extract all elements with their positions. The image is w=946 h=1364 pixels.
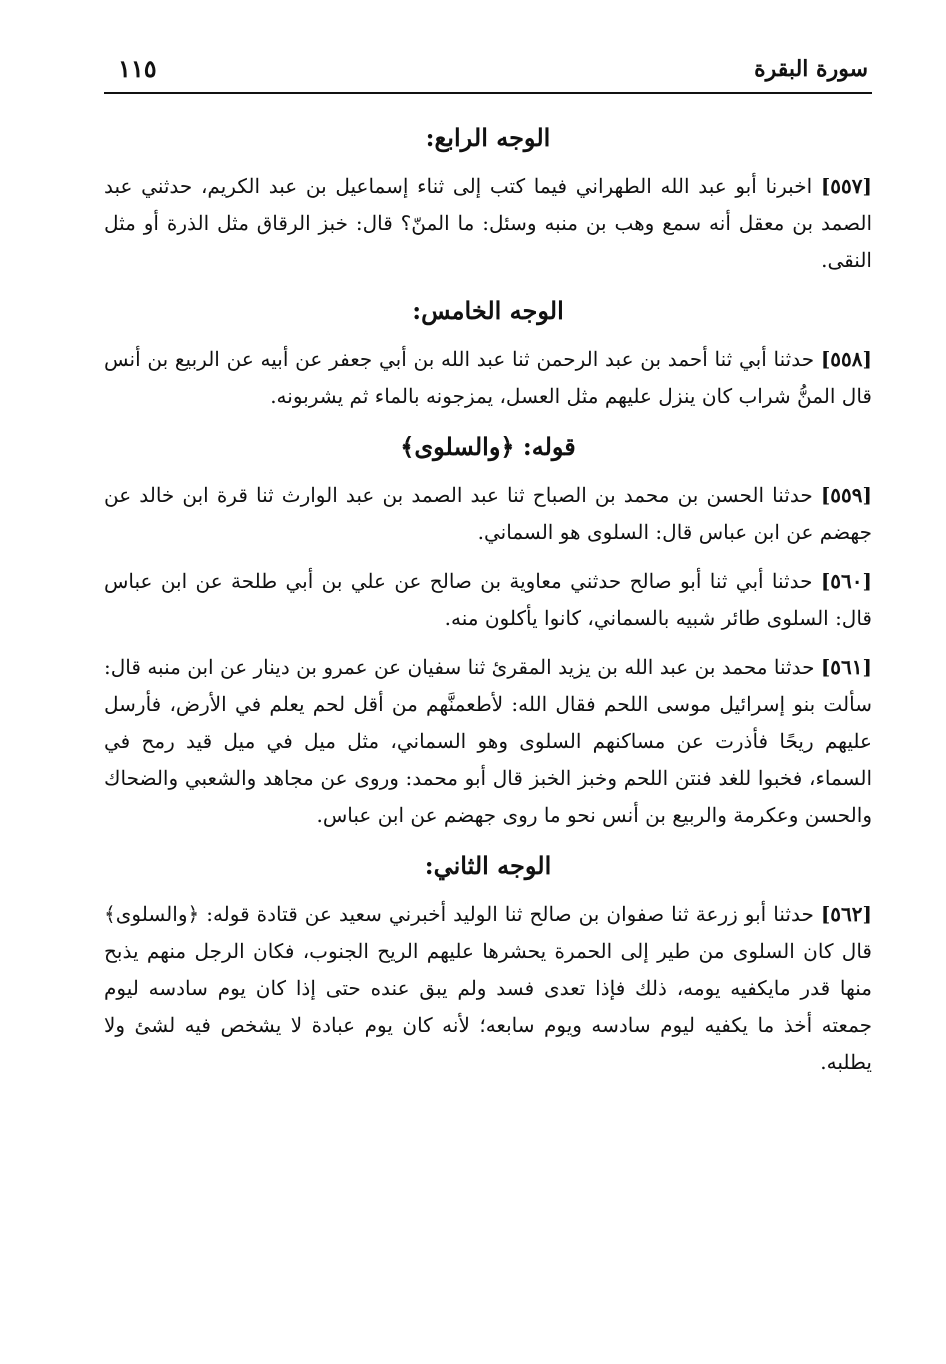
hadith-paragraph: [104, 896, 872, 1081]
hadith-text: حدثنا أبي ثنا أبو صالح حدثني معاوية بن صالح عن علي بن أبي طلحة عن ابن عباس قال: السلوى طائر شبيه بالسماني، كانوا يأكلون منه.: [104, 569, 872, 630]
hadith-paragraph: [104, 563, 872, 637]
section-heading: الوجه الثاني:: [424, 851, 552, 880]
hadith-paragraph: [104, 341, 872, 415]
hadith-number: [٥٦٢]: [820, 902, 872, 926]
hadith-text: حدثنا محمد بن عبد الله بن يزيد المقرئ ثنا سفيان عن عمرو بن دينار عن ابن منبه قال: سألت بنو إسرائيل موسى اللحم فقال الله: لأطعمنَّهم من أقل لحم يعلم في الأرض، فأرسل عليهم ريحًا فأذرت عن مساكنهم السلوى وهو السماني، مثل ميل في ميل قيد رمح في السماء، فخبوا للغد فنتن اللحم وخبز الخبز قال أبو محمد: وروى عن مجاهد والشعبي والضحاك والحسن وعكرمة والربيع بن أنس نحو ما روى جهضم عن ابن عباس.: [104, 655, 872, 827]
hadith-text: حدثنا أبو زرعة ثنا صفوان بن صالح ثنا الوليد أخبرني سعيد عن قتادة قوله: ﴿والسلوى﴾ قال كان السلوى من طير إلى الحمرة يحشرها عليهم الريح الجنوب، فكان الرجل منهم يذبح منها قدر مايكفيه يومه، ذلك فإذا تعدى فسد ولم يبق عنده حتى إذا كان يوم سادسه ليوم جمعته أخذ ما يكفيه ليوم سادسه ويوم سابعه؛ لأنه كان يوم عبادة لا يشخص فيه لشئ ولا يطلبه.: [104, 902, 872, 1074]
hadith-number: [٥٥٩]: [820, 483, 872, 507]
hadith-paragraph: [104, 168, 872, 279]
hadith-number: [٥٦١]: [820, 655, 872, 679]
hadith-paragraph: [104, 649, 872, 834]
page-content: [104, 110, 872, 1093]
hadith-text: اخبرنا أبو عبد الله الطهراني فيما كتب إلى ثناء إسماعيل بن عبد الكريم، حدثني عبد الصمد بن معقل أنه سمع وهب بن منبه وسئل: ما المنّ؟ قال: خبز الرقاق مثل الذرة أو مثل النقى.: [104, 174, 872, 272]
hadith-text: حدثنا أبي ثنا أحمد بن عبد الرحمن ثنا عبد الله بن أبي جعفر عن أبيه عن الربيع بن أنس قال المنُّ شراب كان ينزل عليهم مثل العسل، يمزجونه بالماء ثم يشربونه.: [104, 347, 872, 408]
section-heading: الوجه الرابع:: [425, 123, 551, 152]
page-number: ١١٥: [118, 54, 157, 83]
hadith-text: حدثنا الحسن بن محمد بن الصباح ثنا عبد الصمد بن عبد الوارث ثنا قرة ابن خالد عن جهضم عن ابن عباس قال: السلوى هو السماني.: [104, 483, 872, 544]
hadith-number: [٥٦٠]: [820, 569, 872, 593]
section-heading: الوجه الخامس:: [412, 296, 564, 325]
section-heading: قوله: ﴿والسلوى﴾: [400, 432, 576, 461]
hadith-number: [٥٥٧]: [820, 174, 872, 198]
hadith-paragraph: [104, 477, 872, 551]
surah-title: سورة البقرة: [754, 56, 868, 82]
hadith-number: [٥٥٨]: [820, 347, 872, 371]
page-header: [104, 48, 872, 94]
